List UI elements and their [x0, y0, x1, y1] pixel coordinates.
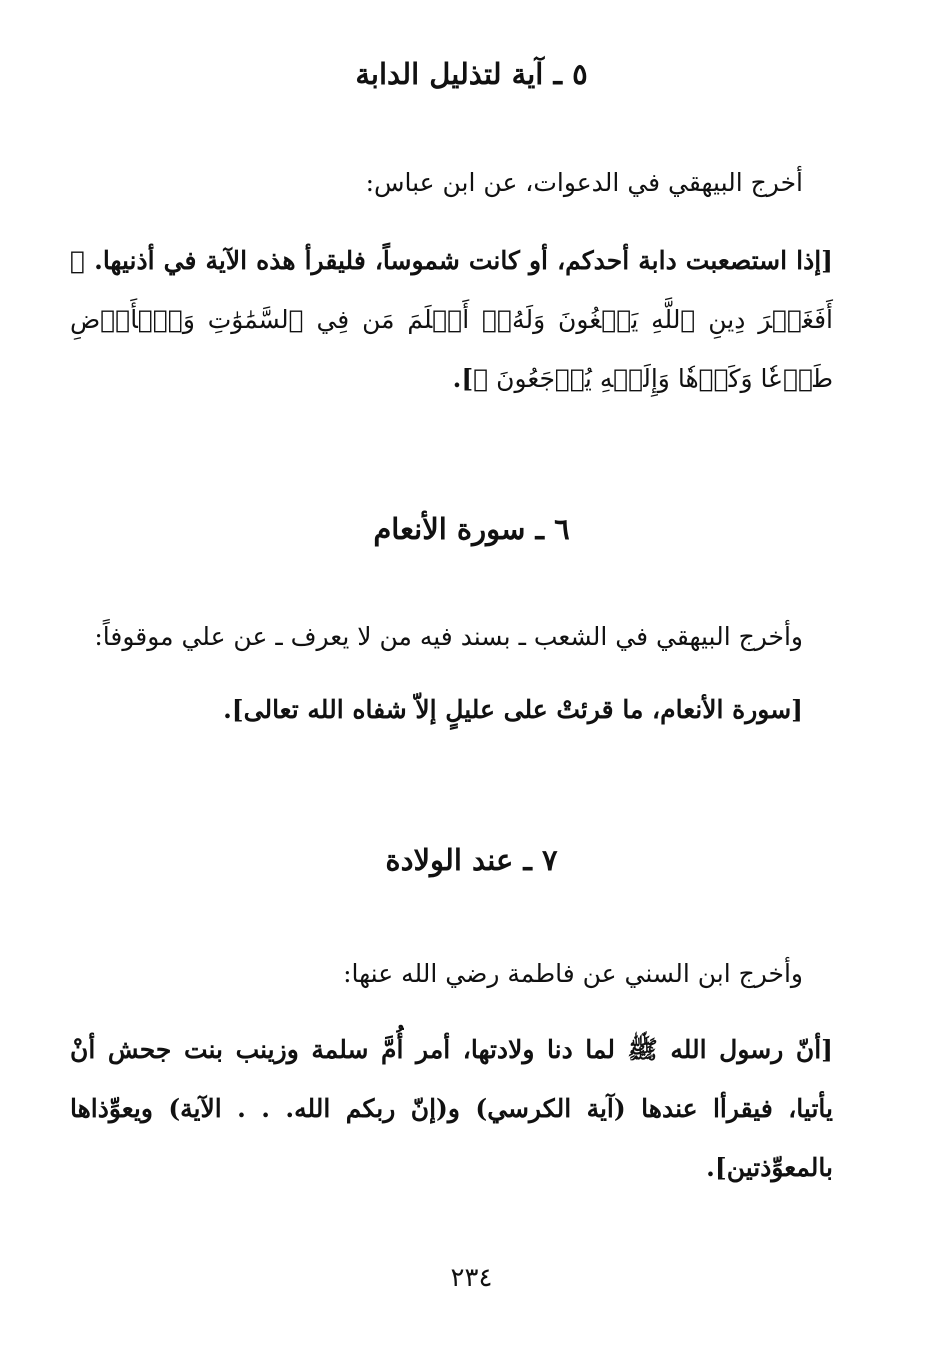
section-body-7: [أنّ رسول الله ﷺ لما دنا ولادتها، أمر أُمَّ سلمة وزينب بنت جحش أنْ يأتيا، فيقرأا عندها (آية الكرسي) و(إنّ ربكم الله. . . الآية) ويعوِّذاها بالمعوِّذتين].	[70, 1035, 834, 1182]
section-intro-5: أخرج البيهقي في الدعوات، عن ابن عباس:	[365, 168, 803, 197]
section-body-5	[70, 231, 833, 408]
section-intro-7: وأخرج ابن السني عن فاطمة رضي الله عنها:	[343, 959, 803, 988]
section-heading-5: ٥ ـ آية لتذليل الدابة	[355, 57, 588, 91]
quran-verse: ﴿ أَفَغَيۡرَ دِينِ ٱللَّهِ يَبۡغُونَ وَلَهُۥٓ أَسۡلَمَ مَن فِي ٱلسَّمَٰوَٰتِ وَٱلۡأَرۡضِ طَوۡعٗا وَكَرۡهٗا وَإِلَيۡهِ يُرۡجَعُونَ ﴾	[70, 246, 833, 393]
section-heading-6: ٦ ـ سورة الأنعام	[373, 512, 570, 546]
body-text-after: ].	[452, 364, 474, 393]
section-body-6: [سورة الأنعام، ما قرئتْ على عليلٍ إلاّ شفاه الله تعالى].	[223, 695, 803, 724]
section-heading-7: ٧ ـ عند الولادة	[385, 843, 558, 877]
body-text-before: [إذا استصعبت دابة أحدكم، أو كانت شموساً، فليقرأ هذه الآية في أذنيها.	[94, 246, 833, 275]
section-intro-6: وأخرج البيهقي في الشعب ـ بسند فيه من لا يعرف ـ عن علي موقوفاً:	[94, 622, 803, 651]
page-number: ٢٣٤	[450, 1263, 493, 1293]
